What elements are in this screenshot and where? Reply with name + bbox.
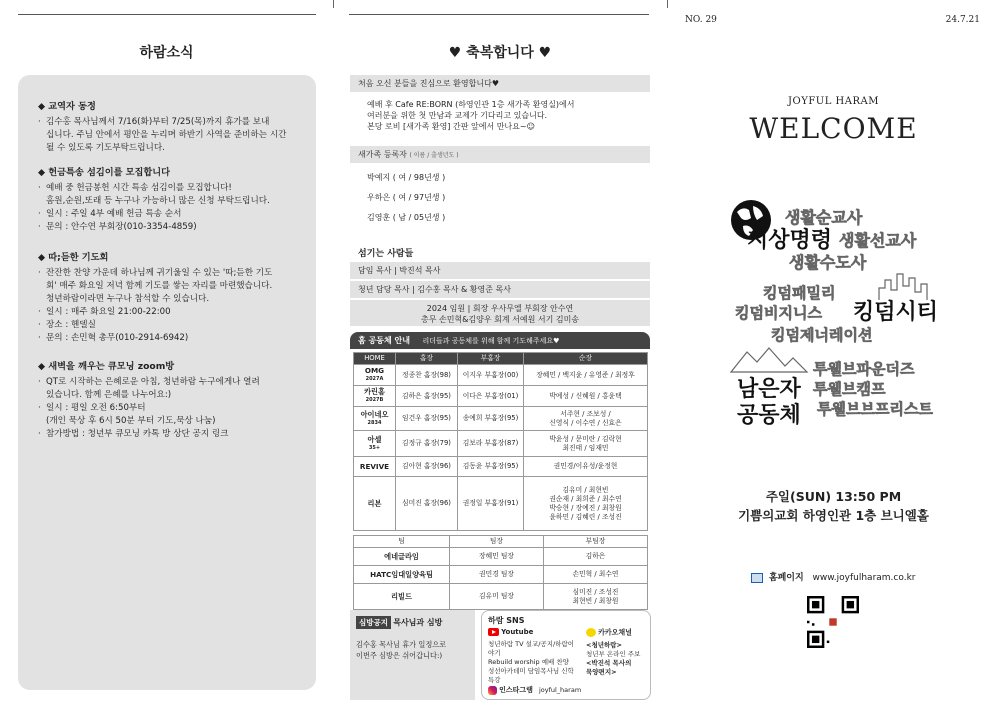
table-row xyxy=(354,386,648,407)
vision-text-bold: 지상명령 xyxy=(747,228,833,253)
brand-name: JOYFUL HARAM xyxy=(788,96,879,107)
home-vice: 이다은 부홈장(01) xyxy=(458,386,524,407)
news-line: · 문의 : 안수연 부회장(010-3354-4859) xyxy=(38,221,308,234)
home-vice: 송예희 부홈장(95) xyxy=(458,407,524,431)
vision-text: 생활수도사 xyxy=(789,253,867,272)
home-leader: 심미진 홈장(96) xyxy=(396,477,458,531)
vision-text: 투웰브캠프 xyxy=(813,380,886,398)
team-name: HATC임대일양육팀 xyxy=(354,566,450,584)
vision-text: 생활선교사 xyxy=(839,231,917,250)
service-time: 주일(SUN) 13:50 PM xyxy=(765,489,902,504)
home-table xyxy=(353,352,648,531)
col-header: 부홈장 xyxy=(458,353,524,365)
issue-number: NO. 29 xyxy=(685,15,717,25)
news-line: · 장소 : 헨델실 xyxy=(38,319,308,332)
col-header: 팀장 xyxy=(450,536,544,548)
home-sub: 35+ xyxy=(368,444,381,451)
home-leader: 정종찬 홈장(98) xyxy=(396,365,458,386)
vision-text: 투웰브브프리스트 xyxy=(817,400,933,418)
news-line: 될 수 있도록 기도부탁드립니다. xyxy=(46,143,165,153)
home-name: 아이네오 xyxy=(360,409,389,419)
col-header: 순장 xyxy=(524,353,648,365)
youtube-icon xyxy=(488,628,499,636)
welcome-text: 예배 후 Cafe RE:BORN (하영인관 1층 새가족 환영실)에서 여러분을 위한 첫 만남과 교제가 기다리고 있습니다. 본당 로비 [새가족 환영] 간판 앞에서 만나요~☺ xyxy=(367,100,575,131)
sns-box xyxy=(481,610,651,700)
table-row xyxy=(354,431,648,457)
vision-text-bold: 공동체 xyxy=(737,403,801,428)
cover-panel xyxy=(667,0,1000,707)
homepage: 홈페이지 www.joyfulharam.co.kr xyxy=(751,570,916,583)
welcome-title: WELCOME xyxy=(749,112,918,145)
table-row xyxy=(354,584,648,610)
divider xyxy=(349,14,649,15)
home-sunjang: 장혜민 / 백지윤 / 유영준 / 최정후 xyxy=(524,365,648,386)
team-leader: 김유미 팀장 xyxy=(450,584,544,610)
news-section xyxy=(38,100,308,155)
team-leader: 장혜민 팀장 xyxy=(450,548,544,566)
news-line: · QT로 시작하는 은혜로운 아침, 청년하람 누구에게나 열려 xyxy=(38,376,308,389)
col-header: 팀 xyxy=(354,536,450,548)
home-vice: 김동윤 부홈장(95) xyxy=(458,457,524,477)
news-heading: ◆ 헌금특송 섬김이를 모집합니다 xyxy=(38,167,171,178)
news-line: · 김수홍 목사님께서 7/16(화)부터 7/25(목)까지 휴가를 보내 xyxy=(38,116,308,129)
news-panel xyxy=(0,0,333,707)
list-item: 김영훈 ( 남 / 05년생 ) xyxy=(367,213,446,222)
news-line: 십니다. 주님 안에서 평안을 누리며 하반기 사역을 준비하는 시간 xyxy=(46,130,287,140)
youth-pastor: 청년 담당 목사 | 김수홍 목사 & 황영준 목사 xyxy=(350,281,650,298)
news-line: 홈원,순원,또래 등 누구나 가능하니 많은 신청 부탁드립니다. xyxy=(46,196,270,206)
news-line: 청년하람이라면 누구나 참석할 수 있습니다. xyxy=(46,294,210,304)
table-row xyxy=(354,407,648,431)
issue-date: 24.7.21 xyxy=(945,15,980,25)
kakao-icon xyxy=(586,628,596,637)
divider xyxy=(18,14,316,15)
news-line: 있습니다. 함께 은혜를 나누어요:) xyxy=(46,390,172,400)
home-sub: 2834 xyxy=(367,419,382,426)
vision-text: 킹덤제너레이션 xyxy=(771,326,873,344)
home-sunjang: 서주현 / 조보성 / 신영식 / 이수연 / 신효은 xyxy=(524,407,648,431)
list-item: 우하은 ( 여 / 97년생 ) xyxy=(367,193,446,202)
home-vice: 김보라 부홈장(87) xyxy=(458,431,524,457)
home-vice: 권정일 부홈장(91) xyxy=(458,477,524,531)
news-heading: ◆ 따;듣한 기도회 xyxy=(38,252,109,263)
table-row xyxy=(354,365,648,386)
team-vice: 김하은 xyxy=(544,548,648,566)
welcome-bar: 처음 오신 분들을 진심으로 환영합니다♥ xyxy=(350,75,650,92)
mountain-icon xyxy=(729,344,809,374)
newfamily-bar: 새가족 등록자 ( 이름 / 출생년도 ) xyxy=(350,146,650,163)
visit-title: 목사님과 심방 xyxy=(393,618,443,627)
news-line: · 예배 중 헌금봉헌 시간 특송 섬김이를 모집합니다! xyxy=(38,182,308,195)
vision-text: 킹덤비지니스 xyxy=(735,304,822,322)
news-section xyxy=(38,360,308,441)
table-row xyxy=(354,477,648,531)
team-vice: 심미진 / 조성진 최현빈 / 최창원 xyxy=(544,584,648,610)
list-item: 박예지 ( 여 / 98년생 ) xyxy=(367,173,446,182)
home-name: 아셀 xyxy=(367,434,382,444)
home-vice: 이지우 부홈장(00) xyxy=(458,365,524,386)
home-name: 리본 xyxy=(367,499,382,508)
home-leader: 김하은 홈장(95) xyxy=(396,386,458,407)
home-sunjang: 김유미 / 최현빈 권순재 / 최희준 / 최수연 박승현 / 장예진 / 최창원 윤하민 / 김혜린 / 조성진 xyxy=(524,477,648,531)
news-heading: ◆ 교역자 동정 xyxy=(38,101,96,112)
team-vice: 손민혁 / 최수연 xyxy=(544,566,648,584)
home-leader: 임건우 홈장(95) xyxy=(396,407,458,431)
table-row xyxy=(354,457,648,477)
home-sub: 2027B xyxy=(365,397,384,403)
homepage-icon xyxy=(751,573,763,583)
news-line: · 일시 : 평일 오전 6:50부터 xyxy=(38,402,308,415)
home-sunjang: 권민경/이유성/윤정현 xyxy=(524,457,648,477)
kakao-block: 카카오채널 <청년하람> 청년부 온라인 주보 <박진석 목사의 묵양편지> xyxy=(586,628,641,676)
home-name: REVIVE xyxy=(359,462,390,471)
insta-block: 인스타그램 joyful_haram xyxy=(488,685,581,695)
news-line: 회' 매주 화요일 저녁 함께 기도를 쌓는 자리를 마련했습니다. xyxy=(46,281,273,291)
vision-text: 생활순교사 xyxy=(785,208,863,227)
panel-title: ♥ 축복합니다 ♥ xyxy=(448,45,552,61)
panel-title: 하람소식 xyxy=(139,45,194,61)
instagram-icon xyxy=(488,686,497,695)
col-header: 홈장 xyxy=(396,353,458,365)
visit-tag: 심방공지 xyxy=(356,616,391,629)
blessing-panel xyxy=(333,0,667,707)
news-section xyxy=(38,251,308,345)
serve-title: 섬기는 사람들 xyxy=(358,249,414,259)
youtube-block: Youtube 청년하람 TV 설교/공지/하람이야기 Rebuild worship 예배 찬양 성선아카데미 담임목사님 신학특강 xyxy=(488,628,574,684)
vision-text: 투웰브파운더즈 xyxy=(813,360,915,378)
team-name: 리빌드 xyxy=(354,584,450,610)
table-row xyxy=(354,566,648,584)
news-line: · 일시 : 주일 4부 예배 헌금 특송 순서 xyxy=(38,208,308,221)
news-line: · 잔잔한 찬양 가운데 하나님께 귀기울일 수 있는 '따;듣한 기도 xyxy=(38,267,308,280)
col-header: 부팀장 xyxy=(544,536,648,548)
table-row xyxy=(354,548,648,566)
home-sunjang: 박예성 / 신혜원 / 홍윤택 xyxy=(524,386,648,407)
team-name: 에네글라임 xyxy=(354,548,450,566)
service-place: 기쁨의교회 하영인관 1층 브니엘홀 xyxy=(738,508,929,523)
home-name: 카린홈 xyxy=(364,387,385,396)
team-leader: 권민경 팀장 xyxy=(450,566,544,584)
officers: 2024 임원 | 회장 우사무엘 부회장 안수연 총무 손민혁&김양우 회계 서예원 서기 김미송 xyxy=(350,300,650,326)
team-table xyxy=(353,535,648,610)
home-bar: 홈 공동체 안내 리더들과 공동체를 위해 함께 기도해주세요♥ xyxy=(350,332,650,349)
sns-title: 하람 SNS xyxy=(488,616,525,625)
home-sub: 2027A xyxy=(365,376,384,382)
news-heading: ◆ 새벽을 깨우는 큐모닝 zoom방 xyxy=(38,361,175,372)
col-header: HOME xyxy=(354,353,396,365)
qr-code[interactable] xyxy=(807,596,859,648)
senior-pastor: 담임 목사 | 박진석 목사 xyxy=(350,262,650,279)
home-name: OMG xyxy=(364,366,385,375)
vision-text-bold: 남은자 xyxy=(737,377,801,402)
home-leader: 김정규 홈장(79) xyxy=(396,431,458,457)
news-line: · 일시 : 매주 화요일 21:00-22:00 xyxy=(38,306,308,319)
home-sunjang: 박윤성 / 문미란 / 김락현 최진태 / 임재민 xyxy=(524,431,648,457)
newfamily-list xyxy=(367,168,445,228)
news-line: · 문의 : 손민혁 총무(010-2914-6942) xyxy=(38,332,308,345)
vision-text: 킹덤패밀리 xyxy=(763,284,836,302)
visit-notice: 심방공지 목사님과 심방 김수홍 목사님 휴가 일정으로 이번주 심방은 쉬어갑니다:) xyxy=(350,610,475,700)
news-line: · 참가방법 : 청년부 큐모닝 카톡 방 상단 공지 링크 xyxy=(38,428,308,441)
home-leader: 김아현 홈장(96) xyxy=(396,457,458,477)
news-line: (개인 묵상 후 6시 50분 부터 기도,묵상 나눔) xyxy=(46,416,216,426)
news-section xyxy=(38,166,308,234)
vision-text-bold: 킹덤시티 xyxy=(853,300,939,325)
